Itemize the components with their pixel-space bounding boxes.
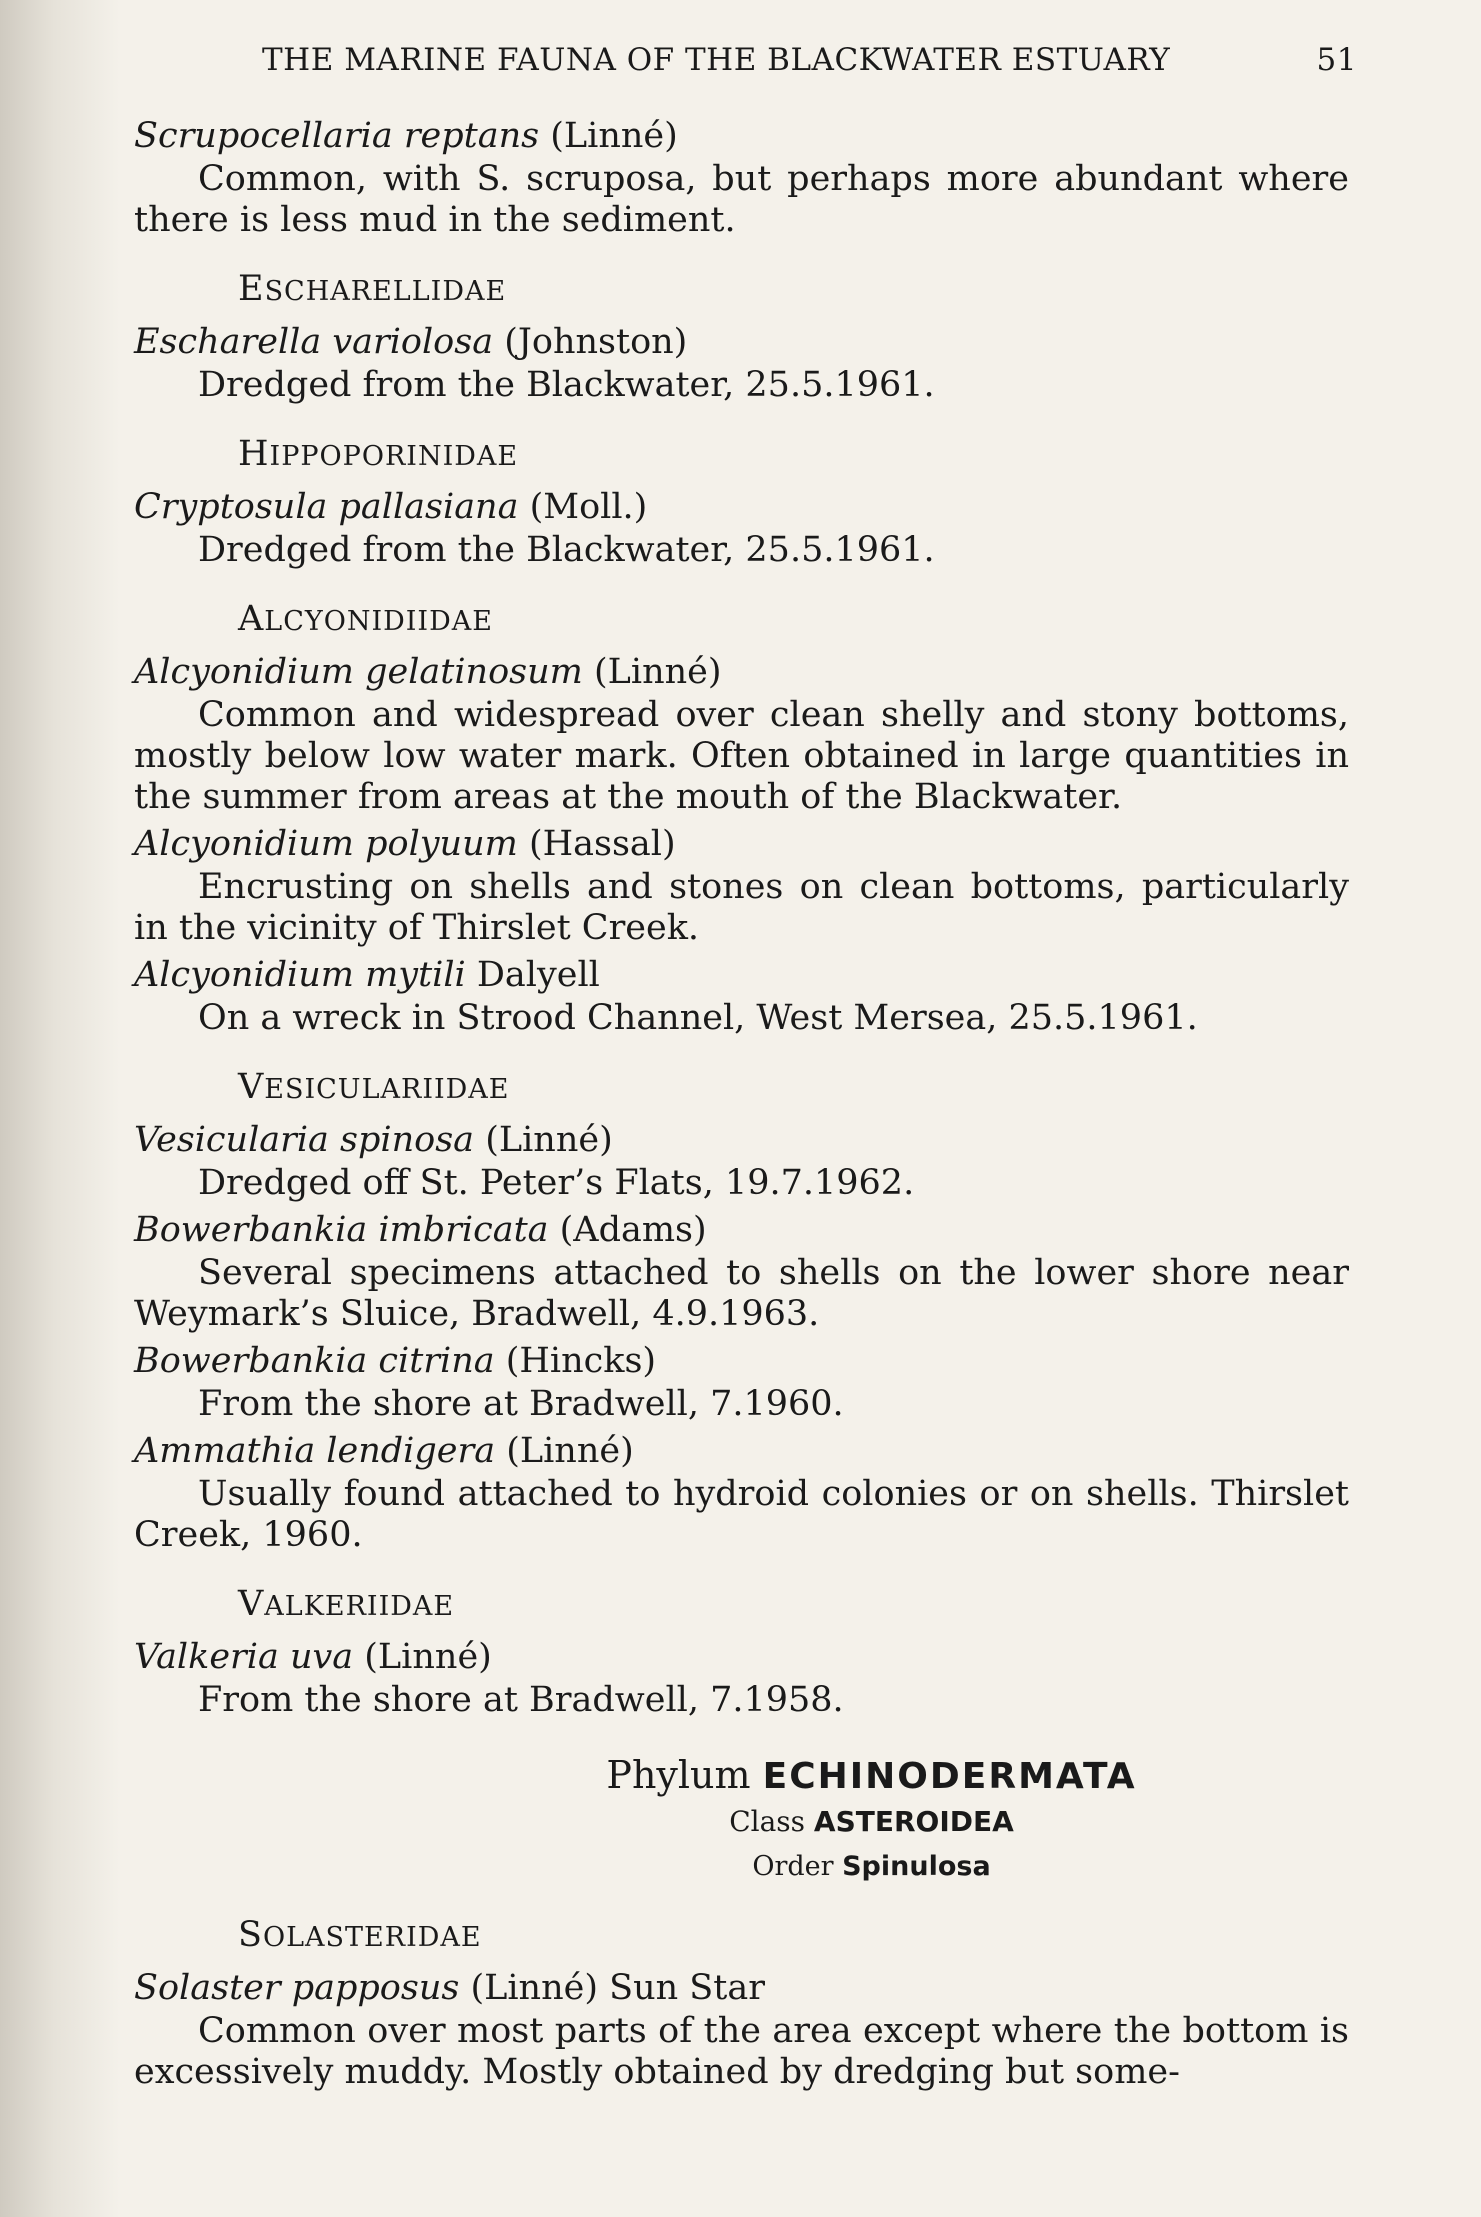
species-authority: (Linné) [539, 116, 678, 156]
family-name: LCYONIDIIDAE [264, 606, 493, 637]
species-authority: (Hincks) [494, 1341, 657, 1381]
species-description: Common, with S. scruposa, but perhaps more abundant where there is less mud in the sediment. [134, 159, 1349, 240]
species-entry [134, 955, 1349, 996]
page-number: 51 [1316, 42, 1357, 78]
species-description: Dredged off St. Peter’s Flats, 19.7.1962. [198, 1163, 915, 1203]
species-description: Dredged from the Blackwater, 25.5.1961. [198, 365, 935, 405]
species-name: Alcyonidium gelatinosum [134, 652, 583, 692]
family-initial: V [238, 1584, 265, 1624]
species-authority: (Linné) Sun Star [459, 1968, 765, 2008]
family-initial: H [238, 434, 270, 474]
page-shadow [0, 0, 120, 2217]
family-heading [238, 1915, 1349, 1958]
species-entry [134, 322, 1349, 363]
family-name: SCHARELLIDAE [264, 276, 507, 307]
family-heading [238, 1067, 1349, 1110]
order-prefix: Order [752, 1851, 843, 1882]
species-name: Bowerbankia imbricata [134, 1210, 549, 1250]
header-title: THE MARINE FAUNA OF THE BLACKWATER ESTUARY [262, 42, 1171, 78]
family-name: ALKERIIDAE [264, 1591, 455, 1622]
species-authority: (Linné) [582, 652, 722, 692]
species-description: From the shore at Bradwell, 7.1958. [198, 1680, 844, 1720]
species-name: Escharella variolosa [134, 322, 494, 362]
class-heading [134, 1801, 1349, 1842]
family-heading [238, 269, 1349, 312]
document-page [134, 0, 1357, 2217]
species-name: Scrupocellaria reptans [134, 116, 540, 156]
family-heading [238, 1584, 1349, 1627]
family-name: OLASTERIDAE [262, 1922, 482, 1953]
species-entry [134, 824, 1349, 865]
species-entry [134, 1968, 1349, 2009]
running-header [262, 42, 1357, 78]
species-authority: (Linné) [495, 1431, 634, 1471]
species-entry [134, 487, 1349, 528]
document-body [134, 104, 1349, 2093]
species-description: Several specimens attached to shells on the lower shore near Weymark’s Sluice, Bradwell, 4.9.1963. [134, 1253, 1349, 1334]
class-name: ASTEROIDEA [813, 1805, 1014, 1838]
family-name: IPPOPORINIDAE [269, 441, 519, 472]
order-name: Spinulosa [842, 1851, 991, 1882]
family-initial: E [238, 269, 265, 309]
species-description: Dredged from the Blackwater, 25.5.1961. [198, 530, 935, 570]
species-description: Common over most parts of the area except where the bottom is excessively muddy. Mostly obtained by dredging but some- [134, 2011, 1349, 2092]
species-entry [134, 652, 1349, 693]
class-prefix: Class [729, 1805, 814, 1838]
phylum-name: ECHINODERMATA [762, 1756, 1137, 1797]
species-name: Solaster papposus [134, 1968, 460, 2008]
phylum-heading [134, 1755, 1349, 1797]
species-authority: (Johnston) [493, 322, 688, 362]
species-description: On a wreck in Strood Channel, West Mersea, 25.5.1961. [198, 998, 1198, 1038]
species-name: Valkeria uva [134, 1637, 354, 1677]
family-initial: A [238, 599, 265, 639]
species-name: Bowerbankia citrina [134, 1341, 495, 1381]
phylum-prefix: Phylum [606, 1753, 763, 1797]
species-authority: (Hassal) [517, 824, 676, 864]
entry-list [134, 1915, 1349, 2093]
family-name: ESICULARIIDAE [264, 1074, 510, 1105]
family-heading [238, 434, 1349, 477]
species-name: Cryptosula pallasiana [134, 487, 519, 527]
entry-list [134, 116, 1349, 1721]
species-description: From the shore at Bradwell, 7.1960. [198, 1384, 844, 1424]
species-authority: (Adams) [548, 1210, 707, 1250]
family-initial: V [238, 1067, 265, 1107]
species-name: Alcyonidium polyuum [134, 824, 518, 864]
species-entry [134, 1210, 1349, 1251]
species-entry [134, 116, 1349, 157]
species-name: Alcyonidium mytili [134, 955, 466, 995]
species-description: Usually found attached to hydroid colonies or on shells. Thirslet Creek, 1960. [134, 1474, 1349, 1555]
species-entry [134, 1431, 1349, 1472]
family-initial: S [238, 1915, 263, 1955]
species-authority: (Moll.) [518, 487, 648, 527]
species-authority: Dalyell [465, 955, 600, 995]
species-name: Vesicularia spinosa [134, 1120, 475, 1160]
species-description: Common and widespread over clean shelly and stony bottoms, mostly below low water mark. Often obtained in large quantities in the summer from areas at the mouth of the Blackwater. [134, 695, 1349, 817]
species-description: Encrusting on shells and stones on clean bottoms, particularly in the vicinity of Thirslet Creek. [134, 867, 1349, 948]
order-heading [134, 1846, 1349, 1887]
species-name: Ammathia lendigera [134, 1431, 496, 1471]
species-entry [134, 1120, 1349, 1161]
species-entry [134, 1341, 1349, 1382]
species-entry [134, 1637, 1349, 1678]
species-authority: (Linné) [353, 1637, 492, 1677]
family-heading [238, 599, 1349, 642]
species-authority: (Linné) [474, 1120, 613, 1160]
